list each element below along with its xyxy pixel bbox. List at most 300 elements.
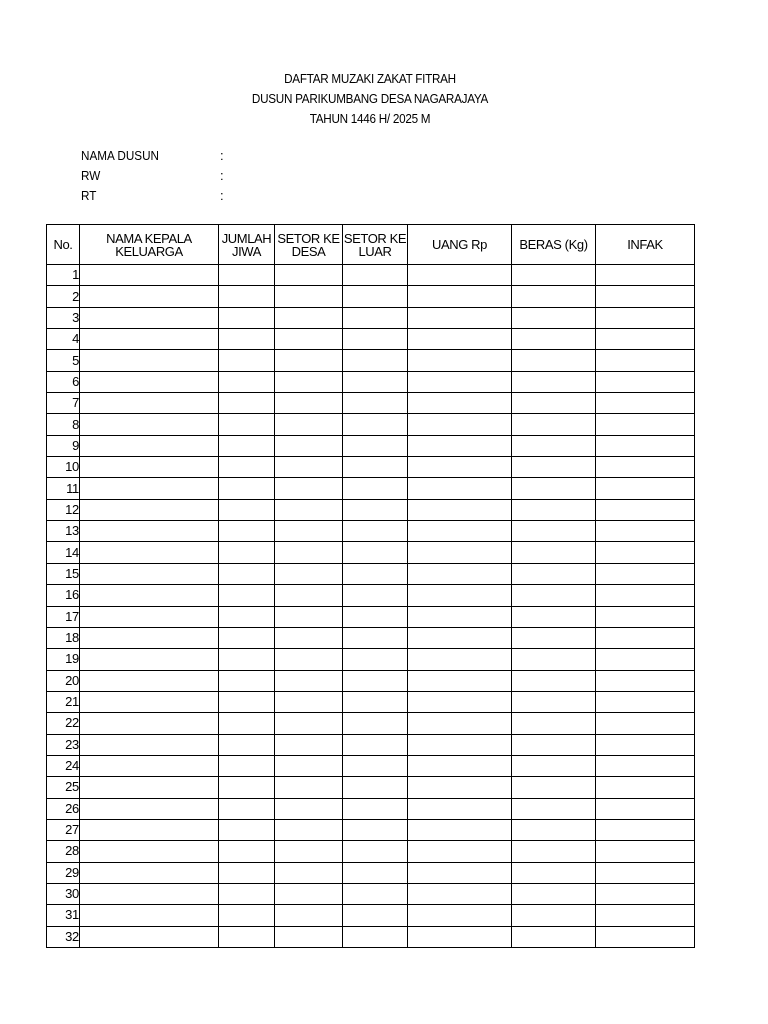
row-number: 25	[47, 777, 80, 798]
setor-luar-cell[interactable]	[343, 307, 408, 328]
beras-cell[interactable]	[512, 670, 596, 691]
table-row	[47, 926, 695, 947]
infak-cell[interactable]	[596, 563, 695, 584]
setor-luar-cell[interactable]	[343, 542, 408, 563]
table-row	[47, 307, 695, 328]
beras-cell[interactable]	[512, 819, 596, 840]
infak-cell[interactable]	[596, 286, 695, 307]
nama-cell[interactable]	[80, 883, 219, 904]
row-number: 8	[47, 414, 80, 435]
uang-cell[interactable]	[408, 371, 512, 392]
setor-luar-cell[interactable]	[343, 755, 408, 776]
table-row	[47, 755, 695, 776]
jumlah-jiwa-cell[interactable]	[219, 841, 275, 862]
setor-desa-cell[interactable]	[275, 926, 343, 947]
nama-cell[interactable]	[80, 755, 219, 776]
uang-cell[interactable]	[408, 649, 512, 670]
infak-cell[interactable]	[596, 819, 695, 840]
setor-luar-cell[interactable]	[343, 478, 408, 499]
setor-desa-cell[interactable]	[275, 393, 343, 414]
infak-cell[interactable]	[596, 798, 695, 819]
table-row	[47, 371, 695, 392]
jumlah-jiwa-cell[interactable]	[219, 457, 275, 478]
nama-cell[interactable]	[80, 862, 219, 883]
jumlah-jiwa-cell[interactable]	[219, 414, 275, 435]
jumlah-jiwa-cell[interactable]	[219, 307, 275, 328]
jumlah-jiwa-cell[interactable]	[219, 627, 275, 648]
jumlah-jiwa-cell[interactable]	[219, 286, 275, 307]
nama-cell[interactable]	[80, 499, 219, 520]
nama-cell[interactable]	[80, 926, 219, 947]
setor-luar-cell[interactable]	[343, 841, 408, 862]
uang-cell[interactable]	[408, 883, 512, 904]
nama-cell[interactable]	[80, 457, 219, 478]
jumlah-jiwa-cell[interactable]	[219, 670, 275, 691]
setor-desa-cell[interactable]	[275, 755, 343, 776]
uang-cell[interactable]	[408, 393, 512, 414]
infak-cell[interactable]	[596, 755, 695, 776]
nama-cell[interactable]	[80, 414, 219, 435]
beras-cell[interactable]	[512, 414, 596, 435]
jumlah-jiwa-cell[interactable]	[219, 265, 275, 286]
row-number: 16	[47, 585, 80, 606]
row-number: 32	[47, 926, 80, 947]
row-number: 11	[47, 478, 80, 499]
table-row	[47, 542, 695, 563]
table-row	[47, 435, 695, 456]
uang-cell[interactable]	[408, 691, 512, 712]
uang-cell[interactable]	[408, 819, 512, 840]
infak-cell[interactable]	[596, 435, 695, 456]
beras-cell[interactable]	[512, 457, 596, 478]
setor-luar-cell[interactable]	[343, 862, 408, 883]
setor-desa-cell[interactable]	[275, 777, 343, 798]
beras-cell[interactable]	[512, 713, 596, 734]
field-label: NAMA DUSUN	[81, 148, 160, 163]
infak-cell[interactable]	[596, 926, 695, 947]
setor-desa-cell[interactable]	[275, 905, 343, 926]
beras-cell[interactable]	[512, 777, 596, 798]
setor-desa-cell[interactable]	[275, 606, 343, 627]
nama-cell[interactable]	[80, 393, 219, 414]
uang-cell[interactable]	[408, 286, 512, 307]
setor-luar-cell[interactable]	[343, 670, 408, 691]
title-line-2: DUSUN PARIKUMBANG DESA NAGARAJAYA	[251, 91, 489, 106]
row-number: 21	[47, 691, 80, 712]
setor-desa-cell[interactable]	[275, 542, 343, 563]
setor-luar-cell[interactable]	[343, 691, 408, 712]
beras-cell[interactable]	[512, 329, 596, 350]
uang-cell[interactable]	[408, 435, 512, 456]
setor-luar-cell[interactable]	[343, 521, 408, 542]
infak-cell[interactable]	[596, 627, 695, 648]
uang-cell[interactable]	[408, 478, 512, 499]
jumlah-jiwa-cell[interactable]	[219, 926, 275, 947]
table-row	[47, 563, 695, 584]
beras-cell[interactable]	[512, 606, 596, 627]
table-row	[47, 499, 695, 520]
beras-cell[interactable]	[512, 691, 596, 712]
header-infak: INFAK	[596, 225, 695, 265]
setor-desa-cell[interactable]	[275, 499, 343, 520]
setor-luar-cell[interactable]	[343, 883, 408, 904]
infak-cell[interactable]	[596, 371, 695, 392]
nama-cell[interactable]	[80, 542, 219, 563]
setor-luar-cell[interactable]	[343, 905, 408, 926]
row-number: 28	[47, 841, 80, 862]
beras-cell[interactable]	[512, 435, 596, 456]
beras-cell[interactable]	[512, 521, 596, 542]
infak-cell[interactable]	[596, 478, 695, 499]
setor-luar-cell[interactable]	[343, 627, 408, 648]
setor-desa-cell[interactable]	[275, 286, 343, 307]
document-title	[0, 69, 740, 129]
jumlah-jiwa-cell[interactable]	[219, 883, 275, 904]
setor-luar-cell[interactable]	[343, 350, 408, 371]
setor-desa-cell[interactable]	[275, 435, 343, 456]
setor-luar-cell[interactable]	[343, 414, 408, 435]
header-setor-ke-desa: SETOR KE DESA	[275, 225, 343, 265]
jumlah-jiwa-cell[interactable]	[219, 350, 275, 371]
setor-luar-cell[interactable]	[343, 371, 408, 392]
uang-cell[interactable]	[408, 585, 512, 606]
table-row	[47, 862, 695, 883]
setor-desa-cell[interactable]	[275, 649, 343, 670]
nama-cell[interactable]	[80, 627, 219, 648]
beras-cell[interactable]	[512, 649, 596, 670]
setor-desa-cell[interactable]	[275, 457, 343, 478]
nama-cell[interactable]	[80, 521, 219, 542]
row-number: 17	[47, 606, 80, 627]
jumlah-jiwa-cell[interactable]	[219, 521, 275, 542]
setor-luar-cell[interactable]	[343, 734, 408, 755]
setor-luar-cell[interactable]	[343, 585, 408, 606]
beras-cell[interactable]	[512, 585, 596, 606]
nama-cell[interactable]	[80, 734, 219, 755]
row-number: 2	[47, 286, 80, 307]
infak-cell[interactable]	[596, 585, 695, 606]
setor-luar-cell[interactable]	[343, 798, 408, 819]
jumlah-jiwa-cell[interactable]	[219, 435, 275, 456]
infak-cell[interactable]	[596, 883, 695, 904]
infak-cell[interactable]	[596, 691, 695, 712]
nama-cell[interactable]	[80, 841, 219, 862]
nama-cell[interactable]	[80, 286, 219, 307]
infak-cell[interactable]	[596, 542, 695, 563]
uang-cell[interactable]	[408, 606, 512, 627]
setor-desa-cell[interactable]	[275, 841, 343, 862]
uang-cell[interactable]	[408, 841, 512, 862]
infak-cell[interactable]	[596, 457, 695, 478]
table-row	[47, 734, 695, 755]
jumlah-jiwa-cell[interactable]	[219, 819, 275, 840]
setor-desa-cell[interactable]	[275, 414, 343, 435]
setor-luar-cell[interactable]	[343, 435, 408, 456]
infak-cell[interactable]	[596, 713, 695, 734]
header-setor-ke-luar: SETOR KE LUAR	[343, 225, 408, 265]
infak-cell[interactable]	[596, 521, 695, 542]
row-number: 14	[47, 542, 80, 563]
field-label: RT	[81, 188, 97, 203]
table-row	[47, 691, 695, 712]
beras-cell[interactable]	[512, 755, 596, 776]
jumlah-jiwa-cell[interactable]	[219, 606, 275, 627]
uang-cell[interactable]	[408, 542, 512, 563]
beras-cell[interactable]	[512, 478, 596, 499]
jumlah-jiwa-cell[interactable]	[219, 734, 275, 755]
table-row	[47, 841, 695, 862]
setor-luar-cell[interactable]	[343, 649, 408, 670]
nama-cell[interactable]	[80, 563, 219, 584]
jumlah-jiwa-cell[interactable]	[219, 585, 275, 606]
infak-cell[interactable]	[596, 606, 695, 627]
uang-cell[interactable]	[408, 905, 512, 926]
nama-cell[interactable]	[80, 649, 219, 670]
row-number: 20	[47, 670, 80, 691]
beras-cell[interactable]	[512, 265, 596, 286]
infak-cell[interactable]	[596, 350, 695, 371]
uang-cell[interactable]	[408, 414, 512, 435]
muzaki-table	[46, 224, 695, 948]
jumlah-jiwa-cell[interactable]	[219, 393, 275, 414]
jumlah-jiwa-cell[interactable]	[219, 329, 275, 350]
setor-desa-cell[interactable]	[275, 329, 343, 350]
field-colon: :	[220, 188, 224, 203]
infak-cell[interactable]	[596, 905, 695, 926]
infak-cell[interactable]	[596, 649, 695, 670]
uang-cell[interactable]	[408, 265, 512, 286]
row-number: 10	[47, 457, 80, 478]
setor-desa-cell[interactable]	[275, 350, 343, 371]
setor-luar-cell[interactable]	[343, 265, 408, 286]
nama-cell[interactable]	[80, 905, 219, 926]
row-number: 1	[47, 265, 80, 286]
jumlah-jiwa-cell[interactable]	[219, 649, 275, 670]
row-number: 15	[47, 563, 80, 584]
field-colon: :	[220, 148, 224, 163]
infak-cell[interactable]	[596, 329, 695, 350]
nama-cell[interactable]	[80, 435, 219, 456]
jumlah-jiwa-cell[interactable]	[219, 478, 275, 499]
infak-cell[interactable]	[596, 777, 695, 798]
jumlah-jiwa-cell[interactable]	[219, 777, 275, 798]
nama-cell[interactable]	[80, 371, 219, 392]
jumlah-jiwa-cell[interactable]	[219, 371, 275, 392]
row-number: 24	[47, 755, 80, 776]
table-header-row	[47, 225, 695, 265]
row-number: 30	[47, 883, 80, 904]
setor-desa-cell[interactable]	[275, 307, 343, 328]
setor-luar-cell[interactable]	[343, 926, 408, 947]
beras-cell[interactable]	[512, 350, 596, 371]
setor-luar-cell[interactable]	[343, 286, 408, 307]
setor-luar-cell[interactable]	[343, 713, 408, 734]
title-line-3: TAHUN 1446 H/ 2025 M	[309, 111, 431, 126]
beras-cell[interactable]	[512, 286, 596, 307]
uang-cell[interactable]	[408, 627, 512, 648]
setor-desa-cell[interactable]	[275, 585, 343, 606]
setor-desa-cell[interactable]	[275, 691, 343, 712]
table-row	[47, 350, 695, 371]
table-row	[47, 883, 695, 904]
table-body	[47, 265, 695, 948]
setor-desa-cell[interactable]	[275, 713, 343, 734]
table-row	[47, 627, 695, 648]
beras-cell[interactable]	[512, 542, 596, 563]
row-number: 27	[47, 819, 80, 840]
jumlah-jiwa-cell[interactable]	[219, 542, 275, 563]
setor-desa-cell[interactable]	[275, 265, 343, 286]
row-number: 3	[47, 307, 80, 328]
nama-cell[interactable]	[80, 350, 219, 371]
uang-cell[interactable]	[408, 926, 512, 947]
uang-cell[interactable]	[408, 862, 512, 883]
setor-luar-cell[interactable]	[343, 329, 408, 350]
field-rw	[81, 168, 224, 188]
header-jumlah-jiwa: JUMLAH JIWA	[219, 225, 275, 265]
jumlah-jiwa-cell[interactable]	[219, 798, 275, 819]
setor-luar-cell[interactable]	[343, 563, 408, 584]
header-fields	[81, 148, 224, 208]
infak-cell[interactable]	[596, 307, 695, 328]
infak-cell[interactable]	[596, 862, 695, 883]
setor-luar-cell[interactable]	[343, 777, 408, 798]
row-number: 22	[47, 713, 80, 734]
beras-cell[interactable]	[512, 627, 596, 648]
jumlah-jiwa-cell[interactable]	[219, 499, 275, 520]
uang-cell[interactable]	[408, 350, 512, 371]
row-number: 7	[47, 393, 80, 414]
jumlah-jiwa-cell[interactable]	[219, 691, 275, 712]
nama-cell[interactable]	[80, 691, 219, 712]
setor-desa-cell[interactable]	[275, 371, 343, 392]
field-rt	[81, 188, 224, 208]
uang-cell[interactable]	[408, 798, 512, 819]
table-row	[47, 478, 695, 499]
setor-desa-cell[interactable]	[275, 521, 343, 542]
setor-luar-cell[interactable]	[343, 819, 408, 840]
uang-cell[interactable]	[408, 457, 512, 478]
beras-cell[interactable]	[512, 734, 596, 755]
table-row	[47, 457, 695, 478]
beras-cell[interactable]	[512, 499, 596, 520]
setor-luar-cell[interactable]	[343, 606, 408, 627]
nama-cell[interactable]	[80, 606, 219, 627]
setor-desa-cell[interactable]	[275, 627, 343, 648]
infak-cell[interactable]	[596, 393, 695, 414]
uang-cell[interactable]	[408, 499, 512, 520]
beras-cell[interactable]	[512, 563, 596, 584]
setor-luar-cell[interactable]	[343, 393, 408, 414]
setor-desa-cell[interactable]	[275, 798, 343, 819]
table-row	[47, 585, 695, 606]
table-row	[47, 713, 695, 734]
row-number: 31	[47, 905, 80, 926]
uang-cell[interactable]	[408, 734, 512, 755]
uang-cell[interactable]	[408, 713, 512, 734]
infak-cell[interactable]	[596, 414, 695, 435]
beras-cell[interactable]	[512, 798, 596, 819]
nama-cell[interactable]	[80, 819, 219, 840]
setor-desa-cell[interactable]	[275, 670, 343, 691]
infak-cell[interactable]	[596, 734, 695, 755]
beras-cell[interactable]	[512, 883, 596, 904]
nama-cell[interactable]	[80, 478, 219, 499]
jumlah-jiwa-cell[interactable]	[219, 755, 275, 776]
beras-cell[interactable]	[512, 862, 596, 883]
row-number: 5	[47, 350, 80, 371]
jumlah-jiwa-cell[interactable]	[219, 563, 275, 584]
row-number: 19	[47, 649, 80, 670]
jumlah-jiwa-cell[interactable]	[219, 905, 275, 926]
header-nama-kepala-keluarga: NAMA KEPALA KELUARGA	[80, 225, 219, 265]
row-number: 26	[47, 798, 80, 819]
table-row	[47, 265, 695, 286]
uang-cell[interactable]	[408, 755, 512, 776]
uang-cell[interactable]	[408, 670, 512, 691]
uang-cell[interactable]	[408, 307, 512, 328]
beras-cell[interactable]	[512, 307, 596, 328]
infak-cell[interactable]	[596, 670, 695, 691]
table-row	[47, 606, 695, 627]
uang-cell[interactable]	[408, 521, 512, 542]
row-number: 29	[47, 862, 80, 883]
table-row	[47, 819, 695, 840]
uang-cell[interactable]	[408, 563, 512, 584]
setor-desa-cell[interactable]	[275, 478, 343, 499]
beras-cell[interactable]	[512, 841, 596, 862]
setor-desa-cell[interactable]	[275, 862, 343, 883]
uang-cell[interactable]	[408, 777, 512, 798]
nama-cell[interactable]	[80, 329, 219, 350]
setor-desa-cell[interactable]	[275, 734, 343, 755]
setor-luar-cell[interactable]	[343, 499, 408, 520]
nama-cell[interactable]	[80, 265, 219, 286]
setor-desa-cell[interactable]	[275, 883, 343, 904]
infak-cell[interactable]	[596, 499, 695, 520]
table-row	[47, 649, 695, 670]
infak-cell[interactable]	[596, 841, 695, 862]
header-beras: BERAS (Kg)	[512, 225, 596, 265]
beras-cell[interactable]	[512, 905, 596, 926]
beras-cell[interactable]	[512, 393, 596, 414]
beras-cell[interactable]	[512, 926, 596, 947]
infak-cell[interactable]	[596, 265, 695, 286]
beras-cell[interactable]	[512, 371, 596, 392]
table-row	[47, 905, 695, 926]
title-line-1: DAFTAR MUZAKI ZAKAT FITRAH	[284, 71, 456, 86]
table-row	[47, 670, 695, 691]
setor-luar-cell[interactable]	[343, 457, 408, 478]
nama-cell[interactable]	[80, 585, 219, 606]
table-row	[47, 777, 695, 798]
nama-cell[interactable]	[80, 777, 219, 798]
setor-desa-cell[interactable]	[275, 563, 343, 584]
jumlah-jiwa-cell[interactable]	[219, 713, 275, 734]
nama-cell[interactable]	[80, 670, 219, 691]
nama-cell[interactable]	[80, 307, 219, 328]
row-number: 4	[47, 329, 80, 350]
uang-cell[interactable]	[408, 329, 512, 350]
jumlah-jiwa-cell[interactable]	[219, 862, 275, 883]
row-number: 9	[47, 435, 80, 456]
setor-desa-cell[interactable]	[275, 819, 343, 840]
nama-cell[interactable]	[80, 798, 219, 819]
nama-cell[interactable]	[80, 713, 219, 734]
field-nama-dusun	[81, 148, 224, 168]
header-uang: UANG Rp	[408, 225, 512, 265]
field-colon: :	[220, 168, 224, 183]
